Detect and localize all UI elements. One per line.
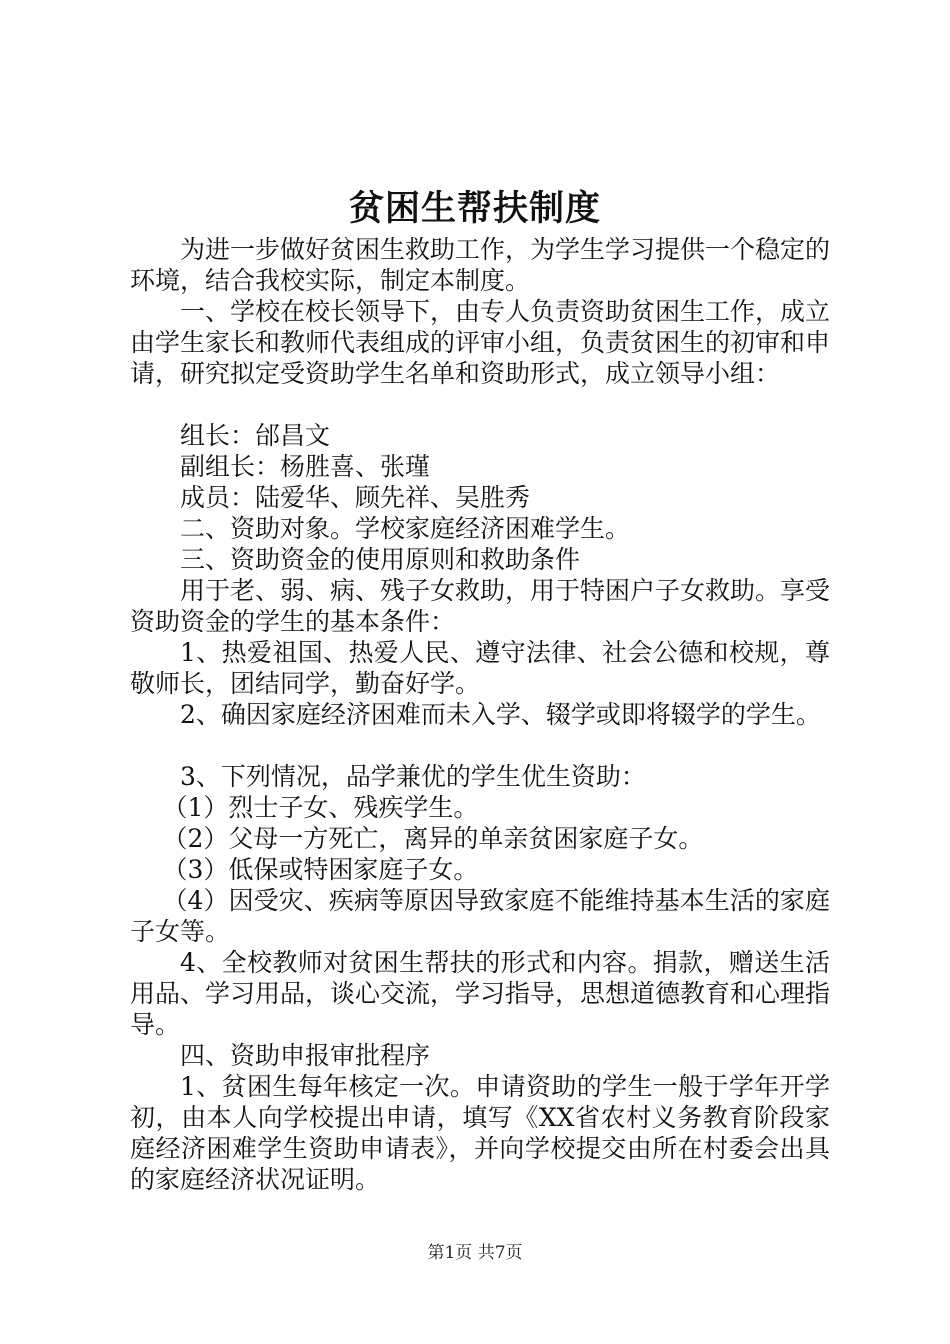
document-body [130,234,830,1195]
paragraph-condition-2: 2、确因家庭经济困难而未入学、辍学或即将辍学的学生。 [180,700,821,729]
paragraph-item-4: （4）因受灾、疾病等原因导致家庭不能维持基本生活的家庭子女等。 [130,886,830,946]
paragraph-condition-3: 3、下列情况，品学兼优的学生优生资助： [180,762,646,791]
paragraph-item-2: （2）父母一方死亡，离异的单亲贫困家庭子女。 [162,824,704,853]
paragraph-item-1: （1）烈士子女、残疾学生。 [162,793,479,822]
paragraph-section-4: 四、资助申报审批程序 [180,1041,431,1070]
paragraph-leader: 组长：邰昌文 [180,421,331,450]
paragraph-members: 成员：陆爱华、顾先祥、吴胜秀 [180,483,531,512]
page-footer: 第1页 共7页 [427,1243,523,1263]
paragraph-item-3: （3）低保或特困家庭子女。 [162,855,479,884]
paragraph-deputy-leader: 副组长：杨胜喜、张瑾 [180,452,431,481]
paragraph-usage: 用于老、弱、病、残子女救助，用于特困户子女救助。享受资助资金的学生的基本条件： [130,576,831,636]
paragraph-section-1: 一、学校在校长领导下，由专人负责资助贫困生工作，成立由学生家长和教师代表组成的评审小组，负责贫困生的初审和申请，研究拟定受资助学生名单和资助形式，成立领导小组： [130,297,831,388]
paragraph-section-3: 三、资助资金的使用原则和救助条件 [180,545,581,574]
paragraph-procedure-1: 1、贫困生每年核定一次。申请资助的学生一般于学年开学初，由本人向学校提出申请，填写《XX省农村义务教育阶段家庭经济困难学生资助申请表》，并向学校提交由所在村委会出具的家庭经济状况证明。 [130,1072,830,1194]
paragraph-intro: 为进一步做好贫困生救助工作，为学生学习提供一个稳定的环境，结合我校实际，制定本制度。 [130,235,831,295]
document-title: 贫困生帮扶制度 [348,188,601,229]
paragraph-condition-4: 4、全校教师对贫困生帮扶的形式和内容。捐款，赠送生活用品、学习用品，谈心交流，学习指导，思想道德教育和心理指导。 [130,948,831,1039]
paragraph-section-2: 二、资助对象。学校家庭经济困难学生。 [180,514,631,543]
paragraph-condition-1: 1、热爱祖国、热爱人民、遵守法律、社会公德和校规，尊敬师长，团结同学，勤奋好学。 [130,638,830,698]
